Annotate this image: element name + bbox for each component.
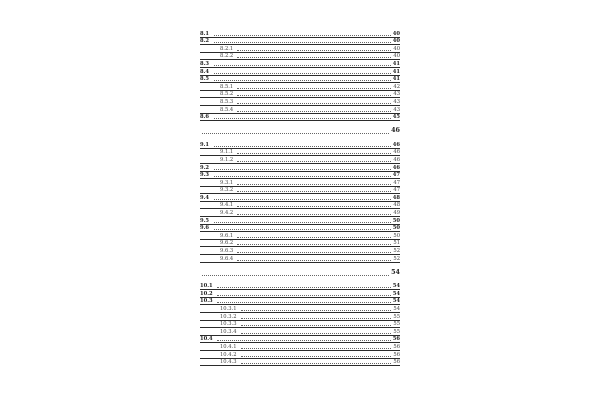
toc-dot-leader [214, 64, 391, 66]
toc-entry-row[interactable] [200, 247, 400, 255]
toc-dot-leader [214, 41, 391, 43]
toc-entry-number: 10.3.4 [220, 328, 237, 335]
toc-chapter-row[interactable] [200, 124, 400, 136]
toc-entry-number: 8.5.4 [220, 106, 234, 113]
toc-dot-leader [237, 94, 391, 96]
toc-entry-row[interactable] [200, 336, 400, 344]
toc-entry-number: 9.4 [200, 194, 210, 201]
toc-entry-number: 8.5.2 [220, 91, 234, 98]
toc-entry-number: 8.5 [200, 76, 210, 83]
toc-entry-row[interactable] [200, 290, 400, 298]
toc-dot-leader [241, 324, 392, 326]
toc-entry-number: 8.5.1 [220, 83, 234, 90]
toc-entry-number: 9.1.2 [220, 156, 234, 163]
toc-entry-row[interactable] [200, 202, 400, 210]
toc-dot-leader [237, 56, 391, 58]
toc-entry-row[interactable] [200, 321, 400, 329]
toc-dot-leader [214, 168, 391, 170]
toc-page-number: 54 [393, 306, 400, 312]
toc-entry-number: 9.3 [200, 172, 210, 179]
toc-dot-leader [237, 152, 391, 154]
toc-entry-row[interactable] [200, 217, 400, 225]
toc-page-number: 56 [392, 336, 400, 343]
toc-entry-number: 10.3.3 [220, 321, 237, 328]
toc-dot-leader [217, 294, 391, 296]
toc-entry-number: 9.2 [200, 164, 210, 171]
toc-dot-leader [214, 117, 391, 119]
toc-page-number: 47 [393, 179, 400, 186]
toc-page-number: 54 [392, 283, 400, 290]
toc-entry-number: 10.2 [200, 290, 213, 297]
toc-dot-leader [237, 213, 391, 215]
toc-entry-row[interactable] [200, 240, 400, 248]
toc-page-number: 56 [393, 351, 400, 358]
toc-page-number: 50 [393, 232, 400, 239]
toc-dot-leader [202, 274, 389, 276]
toc-entry-number: 9.6.3 [220, 248, 234, 255]
toc-page-number: 54 [391, 267, 400, 276]
toc-entry-number: 10.1 [200, 283, 213, 290]
toc-dot-leader [237, 190, 391, 192]
toc-entry-number: 8.3 [200, 60, 210, 67]
toc-entry-number: 10.4.2 [220, 351, 237, 358]
toc-page-number: 55 [393, 321, 400, 328]
toc-dot-leader [237, 160, 391, 162]
toc-dot-leader [241, 362, 392, 364]
toc-entry-number: 8.4 [200, 68, 210, 75]
toc-dot-leader [214, 175, 391, 177]
toc-entry-number: 8.2.1 [220, 45, 234, 52]
toc-entry-row[interactable] [200, 359, 400, 367]
toc-entry-number: 10.4.3 [220, 359, 237, 366]
toc-dot-leader [214, 221, 391, 223]
toc-dot-leader [241, 332, 392, 334]
toc-page-number: 43 [393, 91, 400, 98]
toc-dot-leader [241, 309, 392, 311]
toc-page-number: 50 [392, 225, 400, 232]
toc-page-number: 55 [393, 313, 400, 320]
toc-dot-leader [202, 132, 389, 134]
toc-chapter-row[interactable] [200, 266, 400, 278]
toc-entry-row[interactable] [200, 156, 400, 164]
toc-entry-number: 9.6 [200, 225, 210, 232]
toc-row-rule [200, 365, 400, 366]
toc-dot-leader [214, 72, 391, 74]
toc-entry-row[interactable] [200, 351, 400, 359]
toc-entry-row[interactable] [200, 209, 400, 217]
toc-entry-row[interactable] [200, 38, 400, 46]
toc-dot-leader [217, 301, 391, 303]
toc-entry-row[interactable] [200, 98, 400, 106]
toc-entry-row[interactable] [200, 45, 400, 53]
toc-dot-leader [217, 339, 391, 341]
toc-entry-row[interactable] [200, 283, 400, 291]
toc-entry-number: 8.2.2 [220, 53, 234, 60]
toc-page-number: 46 [392, 141, 400, 148]
toc-dot-leader [241, 317, 392, 319]
toc-page-number: 41 [392, 76, 400, 83]
toc-dot-leader [214, 228, 391, 230]
toc-page-number: 45 [392, 114, 400, 121]
toc-entry-number: 9.1.1 [220, 149, 234, 156]
toc-dot-leader [237, 236, 391, 238]
toc-entry-row[interactable] [200, 187, 400, 195]
toc-entry-row[interactable] [200, 30, 400, 38]
toc-page-number: 52 [393, 248, 400, 255]
toc-page-number: 42 [393, 83, 400, 90]
toc-entry-number: 8.6 [200, 114, 210, 121]
toc-page-number: 40 [392, 30, 400, 37]
toc-row-rule [200, 262, 400, 263]
toc-page-number: 46 [393, 156, 400, 163]
toc-entry-row[interactable] [200, 298, 400, 306]
toc-page-number: 50 [392, 217, 400, 224]
toc-page-number: 40 [393, 45, 400, 52]
toc-entry-row[interactable] [200, 225, 400, 233]
toc-page-number: 48 [392, 194, 400, 201]
toc-entry-row[interactable] [200, 76, 400, 84]
toc-page-number: 43 [393, 106, 400, 113]
toc-dot-leader [214, 79, 391, 81]
toc-page-number: 40 [392, 38, 400, 45]
toc-entry-number: 10.4 [200, 336, 213, 343]
toc-row-rule [200, 120, 400, 121]
toc-dot-leader [237, 259, 391, 261]
toc-entry-row[interactable] [200, 68, 400, 76]
toc-dot-leader [217, 286, 391, 288]
toc-entry-number: 10.3.1 [220, 306, 237, 312]
toc-entry-row[interactable] [200, 83, 400, 91]
toc-page-number: 49 [393, 210, 400, 217]
toc-entry-row[interactable] [200, 60, 400, 68]
toc-page-number: 40 [393, 53, 400, 60]
toc-entry-number: 9.1 [200, 141, 210, 148]
toc-entry-number: 9.4.1 [220, 202, 234, 209]
toc-page-number: 47 [392, 172, 400, 179]
toc-entry-row[interactable] [200, 149, 400, 157]
toc-page-number: 41 [392, 68, 400, 75]
toc-entry-number: 8.2 [200, 38, 210, 45]
toc-entry-row[interactable] [200, 53, 400, 61]
toc-entry-row[interactable] [200, 106, 400, 114]
toc-dot-leader [241, 347, 392, 349]
toc-entry-number: 8.1 [200, 30, 210, 37]
toc-entry-row[interactable] [200, 328, 400, 336]
toc-entry-number: 9.5 [200, 217, 210, 224]
toc-page-number: 46 [391, 126, 400, 135]
toc-entry-number: 10.3 [200, 298, 213, 305]
toc-entry-row[interactable] [200, 179, 400, 187]
table-of-contents [200, 30, 400, 366]
toc-page-number: 56 [393, 359, 400, 366]
toc-dot-leader [214, 198, 391, 200]
toc-entry-row[interactable] [200, 313, 400, 321]
toc-page-number: 55 [393, 328, 400, 335]
toc-page-number: 43 [393, 98, 400, 105]
toc-entry-number: 8.5.3 [220, 98, 234, 105]
toc-entry-row[interactable] [200, 141, 400, 149]
toc-entry-row[interactable] [200, 232, 400, 240]
toc-dot-leader [237, 205, 391, 207]
toc-entry-number: 9.3.1 [220, 179, 234, 186]
toc-dot-leader [237, 251, 391, 253]
toc-entry-number: 10.3.2 [220, 313, 237, 320]
toc-entry-number: 9.3.2 [220, 187, 234, 194]
toc-page-number: 46 [392, 164, 400, 171]
toc-page-number: 41 [392, 60, 400, 67]
toc-page-number: 47 [393, 187, 400, 194]
toc-dot-leader [237, 49, 391, 51]
toc-entry-row[interactable] [200, 255, 400, 263]
toc-entry-number: 9.6.4 [220, 255, 234, 262]
toc-page-number: 48 [393, 202, 400, 209]
toc-entry-number: 10.4.1 [220, 343, 237, 350]
toc-entry-number: 9.4.2 [220, 210, 234, 217]
toc-dot-leader [237, 102, 391, 104]
toc-entry-row[interactable] [200, 114, 400, 122]
toc-dot-leader [241, 355, 392, 357]
toc-entry-row[interactable] [200, 343, 400, 351]
toc-page-number: 51 [393, 240, 400, 247]
toc-entry-row[interactable] [200, 194, 400, 202]
toc-entry-number: 9.6.2 [220, 240, 234, 247]
toc-dot-leader [237, 243, 391, 245]
toc-dot-leader [214, 145, 391, 147]
toc-entry-row[interactable] [200, 164, 400, 172]
toc-dot-leader [237, 183, 391, 185]
toc-entry-number: 9.6.1 [220, 232, 234, 239]
toc-entry-row[interactable] [200, 91, 400, 99]
toc-page-number: 46 [393, 149, 400, 156]
toc-dot-leader [237, 87, 391, 89]
toc-entry-row[interactable] [200, 172, 400, 180]
toc-page-number: 54 [392, 290, 400, 297]
toc-page-number: 56 [393, 343, 400, 350]
toc-entry-row[interactable] [200, 305, 400, 313]
toc-page-number: 52 [393, 255, 400, 262]
toc-dot-leader [214, 34, 391, 36]
toc-dot-leader [237, 110, 391, 112]
toc-page-number: 54 [392, 298, 400, 305]
